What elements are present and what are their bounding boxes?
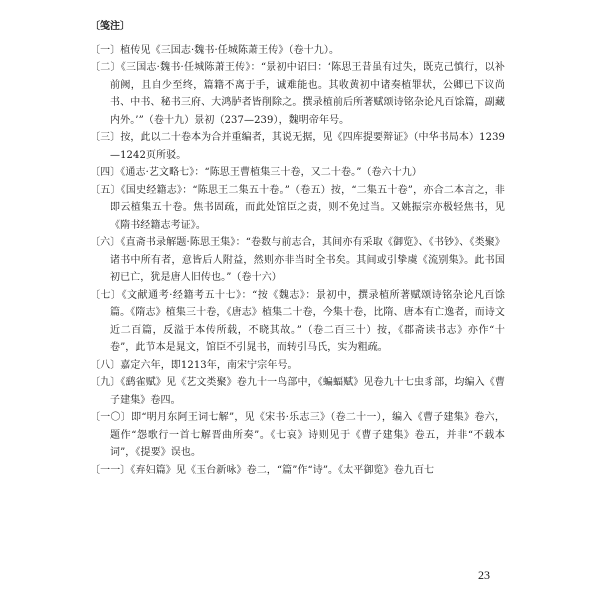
note-11: 〔一一〕《弃妇篇》见《玉台新咏》卷二，“篇”作“诗”。《太平御览》卷九百七 xyxy=(90,464,435,476)
page-number: 23 xyxy=(478,568,490,582)
commentary-page xyxy=(90,18,505,479)
note-3: 〔三〕按，此以二十卷本为合并重编者，其说无据，见《四库提要辩证》（中华书局本）1239—1242页所驳。 xyxy=(90,132,505,161)
note-7: 〔七〕《文献通考·经籍考五十七》：“按《魏志》：景初中，撰录植所著赋颂诗铭杂论凡百馀篇。《隋志》植集三十卷，《唐志》植集二十卷，今集十卷，比隋、唐本有亡逸者，而诗文近二百篇，反溢于本传所载，不晓其故。”（卷二百三十）按，《郡斋读书志》亦作“十卷”，此节本是晁文，馆臣不引晁书，而转引马氏，实为粗疏。 xyxy=(90,289,505,353)
note-2: 〔二〕《三国志·魏书·任城陈萧王传》：“景初中诏曰：‘陈思王昔虽有过失，既克己慎行，以补前阙，且自少至终，篇籍不离于手，诚难能也。其收黄初中诸奏植罪状，公卿已下议尚书、中书、秘书三府、大鸿胪者皆削除之。撰录植前后所著赋颂诗铭杂论凡百馀篇，副藏内外。’”（卷十九）景初（237—239），魏明帝年号。 xyxy=(90,62,505,126)
note-5: 〔五〕《国史经籍志》：“陈思王二集五十卷。”（卷五）按，“二集五十卷”，亦合二本言之，非即云植集五十卷。焦书固疏，而此处馆臣之责，则不免过当。又姚振宗亦极轻焦书，见《隋书经籍志考证》。 xyxy=(90,184,505,231)
section-heading: 〔笺注〕 xyxy=(90,21,130,32)
note-4: 〔四〕《通志·艺文略七》：“陈思王曹植集三十卷，又二十卷。”（卷六十九） xyxy=(90,167,423,178)
note-8: 〔八〕嘉定六年，即1213年，南宋宁宗年号。 xyxy=(90,359,298,371)
note-10: 〔一〇〕即“明月东阿王词七解”，见《宋书·乐志三》（卷二十一），编入《曹子建集》卷六，题作“怨歌行一首七解晋曲所奏”。《七哀》诗则见于《曹子建集》卷五，并非“不载本词”，《提要》误也。 xyxy=(90,412,505,458)
note-6: 〔六〕《直斋书录解题·陈思王集》：“卷数与前志合，其间亦有采取《御览》、《书钞》、《类聚》诸书中所有者，意皆后人附益，然则亦非当时全书矣。其间或引挚虞《流别集》。此书国初已亡，犹是唐人旧传也。”（卷十六） xyxy=(90,237,505,283)
note-1: 〔一〕植传见《三国志·魏书·任城陈萧王传》（卷十九）。 xyxy=(90,44,340,56)
note-9: 〔九〕《鹞雀赋》见《艺文类聚》卷九十一鸟部中，《蝙蝠赋》见卷九十七虫豸部，均编入《曹子建集》卷四。 xyxy=(90,377,505,406)
